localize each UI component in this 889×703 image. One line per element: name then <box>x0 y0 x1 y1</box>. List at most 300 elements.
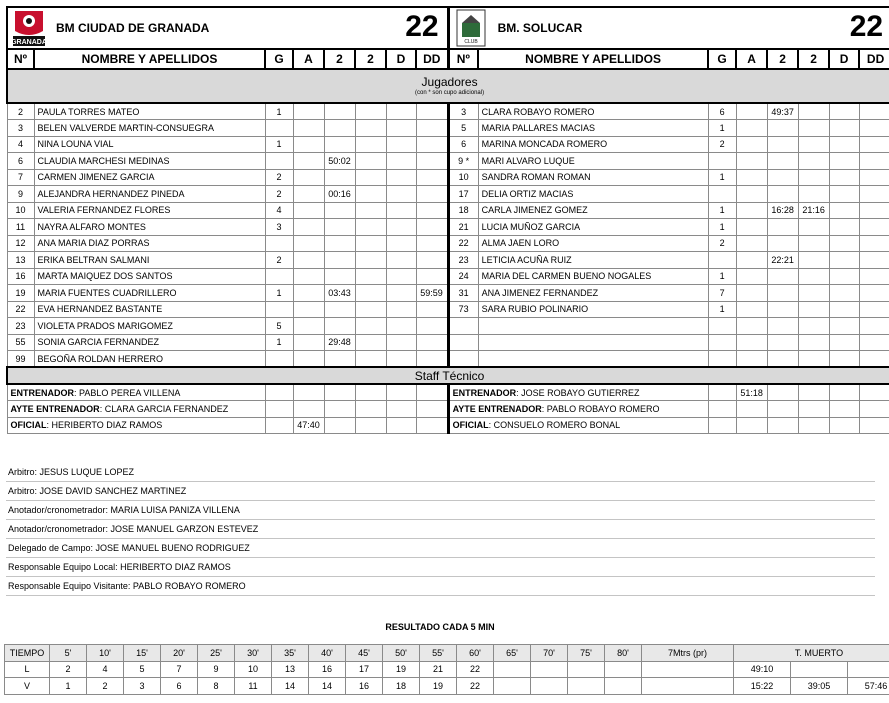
results-header-cell: 15' <box>124 645 161 662</box>
results-cell <box>568 661 605 678</box>
results-cell: 16 <box>346 678 383 695</box>
local-player-disq-report <box>416 219 448 236</box>
local-player-disq-report <box>416 120 448 137</box>
local-player-number: 16 <box>7 268 34 285</box>
visitor-player-number: 18 <box>448 202 478 219</box>
visitor-staff-value <box>708 384 736 401</box>
col-2min-b-visitor: 2 <box>798 49 829 69</box>
local-staff-cell <box>7 384 265 401</box>
visitor-player-goals <box>708 252 736 269</box>
visitor-player-name: SARA RUBIO POLINARIO <box>478 301 708 318</box>
visitor-staff-name: JOSE ROBAYO GUTIERREZ <box>521 387 640 398</box>
player-row <box>7 219 889 236</box>
col-num-visitor: Nº <box>448 49 478 69</box>
visitor-player-suspension-2 <box>798 153 829 170</box>
results-cell <box>642 661 734 678</box>
visitor-player-disq-report <box>859 235 889 252</box>
local-player-goals <box>265 351 293 368</box>
visitor-player-number: 6 <box>448 136 478 153</box>
col-disq-visitor: D <box>829 49 859 69</box>
players-section-title: Jugadores <box>421 75 478 89</box>
score-sheet <box>6 6 889 434</box>
results-cell <box>494 678 531 695</box>
local-player-suspension-2 <box>355 268 386 285</box>
local-staff-value <box>355 384 386 401</box>
local-staff-value <box>416 401 448 418</box>
col-disq-report-local: DD <box>416 49 448 69</box>
visitor-player-name: MARI ALVARO LUQUE <box>478 153 708 170</box>
visitor-staff-value <box>829 384 859 401</box>
results-cell <box>531 678 568 695</box>
visitor-player-disqualification <box>829 202 859 219</box>
local-player-name: VALERIA FERNANDEZ FLORES <box>34 202 265 219</box>
local-player-disqualification <box>386 219 416 236</box>
local-player-number: 11 <box>7 219 34 236</box>
visitor-player-name: ANA JIMENEZ FERNANDEZ <box>478 285 708 302</box>
results-header-row <box>5 645 889 662</box>
local-player-number: 55 <box>7 334 34 351</box>
local-player-name: NAYRA ALFARO MONTES <box>34 219 265 236</box>
visitor-player-disq-report <box>859 351 889 368</box>
local-player-warning <box>293 334 324 351</box>
results-cell: 10 <box>235 661 272 678</box>
visitor-player-name: MARIA DEL CARMEN BUENO NOGALES <box>478 268 708 285</box>
local-player-suspension-1 <box>324 301 355 318</box>
local-player-disq-report <box>416 301 448 318</box>
local-player-disqualification <box>386 169 416 186</box>
local-player-disqualification <box>386 318 416 335</box>
local-staff-value <box>265 401 293 418</box>
visitor-staff-value <box>736 401 767 418</box>
visitor-player-name: CLARA ROBAYO ROMERO <box>478 103 708 120</box>
results-header-cell: T. MUERTO <box>734 645 889 662</box>
local-player-warning <box>293 186 324 203</box>
results-row <box>5 678 889 695</box>
team-header-row <box>7 7 889 49</box>
visitor-logo-text: CLUB <box>463 39 478 45</box>
visitor-player-name: CARLA JIMENEZ GOMEZ <box>478 202 708 219</box>
visitor-staff-name: PABLO ROBAYO ROMERO <box>546 403 660 414</box>
visitor-player-warning <box>736 301 767 318</box>
local-player-goals <box>265 268 293 285</box>
local-player-warning <box>293 301 324 318</box>
visitor-player-disqualification <box>829 153 859 170</box>
local-player-name: CARMEN JIMENEZ GARCIA <box>34 169 265 186</box>
results-header-cell: 25' <box>198 645 235 662</box>
results-cell: 14 <box>309 678 346 695</box>
local-player-goals: 2 <box>265 186 293 203</box>
official-line: Responsable Equipo Local: HERIBERTO DIAZ RAMOS <box>6 558 875 577</box>
local-player-disq-report <box>416 351 448 368</box>
local-player-disqualification <box>386 301 416 318</box>
local-team-logo <box>8 8 50 48</box>
col-warning-visitor: A <box>736 49 767 69</box>
visitor-player-warning <box>736 252 767 269</box>
results-cell: 4 <box>87 661 124 678</box>
local-player-disqualification <box>386 268 416 285</box>
results-header-cell: 80' <box>605 645 642 662</box>
visitor-player-goals: 1 <box>708 202 736 219</box>
official-line: Delegado de Campo: JOSE MANUEL BUENO RODRIGUEZ <box>6 539 875 558</box>
local-player-warning <box>293 235 324 252</box>
results-table <box>4 644 889 695</box>
visitor-player-number: 22 <box>448 235 478 252</box>
local-player-suspension-2 <box>355 334 386 351</box>
staff-separator: : <box>541 403 547 414</box>
local-player-disqualification <box>386 186 416 203</box>
visitor-staff-value <box>736 417 767 434</box>
local-player-disqualification <box>386 235 416 252</box>
player-row <box>7 334 889 351</box>
results-header-cell: 70' <box>531 645 568 662</box>
visitor-player-disq-report <box>859 318 889 335</box>
visitor-player-disqualification <box>829 235 859 252</box>
local-player-suspension-1 <box>324 103 355 120</box>
visitor-player-disq-report <box>859 268 889 285</box>
visitor-team-header <box>448 7 889 49</box>
visitor-player-goals: 6 <box>708 103 736 120</box>
local-staff-name: CLARA GARCIA FERNANDEZ <box>104 403 229 414</box>
visitor-player-number: 21 <box>448 219 478 236</box>
col-name-local: NOMBRE Y APELLIDOS <box>34 49 265 69</box>
results-header-cell: 30' <box>235 645 272 662</box>
local-player-suspension-2 <box>355 252 386 269</box>
visitor-player-name: MARIA PALLARES MACIAS <box>478 120 708 137</box>
local-player-suspension-1: 50:02 <box>324 153 355 170</box>
local-player-suspension-1 <box>324 351 355 368</box>
player-row <box>7 252 889 269</box>
staff-separator: : <box>74 387 80 398</box>
visitor-player-disqualification <box>829 219 859 236</box>
visitor-player-disqualification <box>829 169 859 186</box>
results-cell: L <box>5 661 50 678</box>
visitor-player-number <box>448 318 478 335</box>
local-player-disq-report <box>416 318 448 335</box>
visitor-player-suspension-1 <box>767 169 798 186</box>
local-player-suspension-1 <box>324 136 355 153</box>
visitor-player-name <box>478 318 708 335</box>
local-player-name: EVA HERNANDEZ BASTANTE <box>34 301 265 318</box>
local-team-header <box>7 7 448 49</box>
local-staff-value <box>386 384 416 401</box>
local-player-name: MARTA MAIQUEZ DOS SANTOS <box>34 268 265 285</box>
visitor-player-warning <box>736 334 767 351</box>
player-row <box>7 318 889 335</box>
local-player-suspension-1 <box>324 235 355 252</box>
results-cell: 9 <box>198 661 235 678</box>
results-cell: 21 <box>420 661 457 678</box>
visitor-player-suspension-1 <box>767 186 798 203</box>
local-staff-name: HERIBERTO DIAZ RAMOS <box>51 420 163 431</box>
local-player-suspension-1 <box>324 252 355 269</box>
local-player-name: BEGOÑA ROLDAN HERRERO <box>34 351 265 368</box>
visitor-player-disqualification <box>829 268 859 285</box>
visitor-player-goals: 1 <box>708 169 736 186</box>
local-staff-role: AYTE ENTRENADOR <box>10 403 100 414</box>
visitor-player-suspension-1 <box>767 136 798 153</box>
results-cell <box>605 661 642 678</box>
visitor-player-number: 3 <box>448 103 478 120</box>
visitor-player-warning <box>736 186 767 203</box>
local-staff-value <box>355 401 386 418</box>
results-cell: 2 <box>50 661 87 678</box>
local-player-number: 12 <box>7 235 34 252</box>
visitor-player-disq-report <box>859 301 889 318</box>
official-line: Arbitro: JESUS LUQUE LOPEZ <box>6 463 875 482</box>
visitor-player-suspension-2 <box>798 219 829 236</box>
local-player-warning <box>293 169 324 186</box>
local-player-number: 6 <box>7 153 34 170</box>
local-player-number: 2 <box>7 103 34 120</box>
visitor-player-suspension-2: 21:16 <box>798 202 829 219</box>
visitor-player-suspension-2 <box>798 169 829 186</box>
visitor-player-name <box>478 334 708 351</box>
player-row <box>7 103 889 120</box>
results-header-cell: 35' <box>272 645 309 662</box>
local-player-suspension-2 <box>355 202 386 219</box>
visitor-player-goals <box>708 318 736 335</box>
visitor-team-logo <box>450 8 492 48</box>
local-player-name: MARIA FUENTES CUADRILLERO <box>34 285 265 302</box>
local-logo-text: GRANADA <box>11 39 47 46</box>
results-cell: 57:46 <box>848 678 889 695</box>
visitor-player-number <box>448 334 478 351</box>
results-cell: 2 <box>87 678 124 695</box>
local-player-warning <box>293 202 324 219</box>
results-cell: 19 <box>420 678 457 695</box>
local-player-goals <box>265 301 293 318</box>
results-title: RESULTADO CADA 5 MIN <box>385 622 495 632</box>
local-player-disqualification <box>386 153 416 170</box>
local-staff-value <box>265 384 293 401</box>
visitor-player-warning <box>736 351 767 368</box>
local-player-goals: 1 <box>265 334 293 351</box>
visitor-player-number: 10 <box>448 169 478 186</box>
visitor-player-warning <box>736 120 767 137</box>
local-player-warning <box>293 285 324 302</box>
visitor-player-disq-report <box>859 136 889 153</box>
staff-row <box>7 417 889 434</box>
results-cell: 8 <box>198 678 235 695</box>
local-staff-value <box>293 401 324 418</box>
visitor-staff-value <box>767 417 798 434</box>
local-player-goals: 1 <box>265 103 293 120</box>
visitor-player-warning <box>736 318 767 335</box>
visitor-player-suspension-1 <box>767 351 798 368</box>
local-player-number: 99 <box>7 351 34 368</box>
results-cell <box>531 661 568 678</box>
official-line: Arbitro: JOSE DAVID SANCHEZ MARTINEZ <box>6 482 875 501</box>
results-cell <box>848 661 889 678</box>
local-player-goals: 3 <box>265 219 293 236</box>
visitor-player-name: MARINA MONCADA ROMERO <box>478 136 708 153</box>
player-row <box>7 235 889 252</box>
local-player-number: 22 <box>7 301 34 318</box>
local-player-disqualification <box>386 252 416 269</box>
visitor-player-suspension-1 <box>767 285 798 302</box>
visitor-player-number: 5 <box>448 120 478 137</box>
local-staff-role: OFICIAL <box>10 420 47 431</box>
player-row <box>7 186 889 203</box>
local-player-number: 10 <box>7 202 34 219</box>
staff-section-header <box>7 367 889 384</box>
staff-separator: : <box>516 387 522 398</box>
local-player-number: 9 <box>7 186 34 203</box>
results-header-cell: 40' <box>309 645 346 662</box>
visitor-staff-cell <box>448 417 708 434</box>
visitor-player-disq-report <box>859 219 889 236</box>
visitor-player-name <box>478 351 708 368</box>
local-player-goals <box>265 235 293 252</box>
local-player-name: NINA LOUNA VIAL <box>34 136 265 153</box>
staff-row <box>7 401 889 418</box>
staff-section-title: Staff Técnico <box>414 368 485 383</box>
local-player-name: BELEN VALVERDE MARTIN-CONSUEGRA <box>34 120 265 137</box>
visitor-player-name: LETICIA ACUÑA RUIZ <box>478 252 708 269</box>
visitor-player-suspension-2 <box>798 186 829 203</box>
local-player-number: 4 <box>7 136 34 153</box>
visitor-staff-cell <box>448 384 708 401</box>
local-player-suspension-1: 03:43 <box>324 285 355 302</box>
local-player-suspension-2 <box>355 120 386 137</box>
local-player-suspension-2 <box>355 186 386 203</box>
visitor-player-goals: 1 <box>708 268 736 285</box>
visitor-player-number: 23 <box>448 252 478 269</box>
visitor-player-goals <box>708 186 736 203</box>
official-line: Responsable Equipo Visitante: PABLO ROBAYO ROMERO <box>6 577 875 596</box>
local-player-disqualification <box>386 103 416 120</box>
local-player-disq-report <box>416 235 448 252</box>
col-2min-a-local: 2 <box>324 49 355 69</box>
results-header-cell: 7Mtrs (pr) <box>642 645 734 662</box>
local-staff-cell <box>7 417 265 434</box>
col-goals-local: G <box>265 49 293 69</box>
visitor-player-suspension-2 <box>798 351 829 368</box>
col-goals-visitor: G <box>708 49 736 69</box>
results-header-cell: 60' <box>457 645 494 662</box>
local-player-disq-report <box>416 103 448 120</box>
visitor-player-suspension-1 <box>767 334 798 351</box>
local-player-suspension-2 <box>355 318 386 335</box>
local-player-suspension-2 <box>355 219 386 236</box>
visitor-player-suspension-2 <box>798 318 829 335</box>
player-row <box>7 268 889 285</box>
visitor-player-goals: 2 <box>708 136 736 153</box>
local-player-suspension-1 <box>324 318 355 335</box>
results-cell: 39:05 <box>791 678 848 695</box>
local-staff-value <box>355 417 386 434</box>
visitor-player-warning <box>736 103 767 120</box>
visitor-player-goals: 7 <box>708 285 736 302</box>
results-cell: 6 <box>161 678 198 695</box>
staff-row <box>7 384 889 401</box>
local-player-warning <box>293 219 324 236</box>
visitor-player-suspension-1 <box>767 153 798 170</box>
results-cell: 15:22 <box>734 678 791 695</box>
visitor-player-suspension-1 <box>767 235 798 252</box>
visitor-staff-value <box>767 384 798 401</box>
local-staff-value <box>265 417 293 434</box>
results-header-cell: 75' <box>568 645 605 662</box>
local-player-suspension-2 <box>355 285 386 302</box>
local-player-name: ERIKA BELTRAN SALMANI <box>34 252 265 269</box>
staff-separator: : <box>46 420 52 431</box>
visitor-player-disqualification <box>829 301 859 318</box>
local-staff-name: PABLO PEREA VILLENA <box>79 387 181 398</box>
visitor-player-number: 17 <box>448 186 478 203</box>
visitor-player-disq-report <box>859 169 889 186</box>
local-player-suspension-2 <box>355 153 386 170</box>
visitor-staff-value <box>859 401 889 418</box>
visitor-player-number: 31 <box>448 285 478 302</box>
results-cell: 14 <box>272 678 309 695</box>
local-player-number: 23 <box>7 318 34 335</box>
visitor-player-disqualification <box>829 334 859 351</box>
local-player-number: 13 <box>7 252 34 269</box>
results-cell: 17 <box>346 661 383 678</box>
visitor-staff-value <box>859 417 889 434</box>
visitor-staff-value <box>859 384 889 401</box>
visitor-player-goals: 1 <box>708 219 736 236</box>
local-player-disq-report <box>416 186 448 203</box>
local-staff-value <box>386 401 416 418</box>
local-player-goals <box>265 120 293 137</box>
player-row <box>7 169 889 186</box>
local-player-suspension-1: 29:48 <box>324 334 355 351</box>
visitor-player-suspension-1: 22:21 <box>767 252 798 269</box>
results-header-cell: 55' <box>420 645 457 662</box>
visitor-player-name: ALMA JAEN LORO <box>478 235 708 252</box>
visitor-player-suspension-1 <box>767 219 798 236</box>
visitor-player-disqualification <box>829 120 859 137</box>
visitor-player-number: 73 <box>448 301 478 318</box>
visitor-staff-value <box>798 384 829 401</box>
player-row <box>7 351 889 368</box>
player-row <box>7 301 889 318</box>
visitor-player-disqualification <box>829 285 859 302</box>
local-player-goals: 4 <box>265 202 293 219</box>
local-player-disq-report <box>416 334 448 351</box>
local-player-disqualification <box>386 136 416 153</box>
visitor-player-disqualification <box>829 252 859 269</box>
visitor-player-name: SANDRA ROMAN ROMAN <box>478 169 708 186</box>
local-player-disq-report <box>416 252 448 269</box>
visitor-player-disq-report <box>859 153 889 170</box>
col-disq-local: D <box>386 49 416 69</box>
visitor-staff-role: ENTRENADOR <box>452 387 517 398</box>
local-player-disq-report <box>416 136 448 153</box>
visitor-player-warning <box>736 169 767 186</box>
local-player-disqualification <box>386 120 416 137</box>
local-player-number: 7 <box>7 169 34 186</box>
local-player-suspension-2 <box>355 136 386 153</box>
official-line: Anotador/cronometrador: JOSE MANUEL GARZON ESTEVEZ <box>6 520 875 539</box>
local-staff-value <box>324 401 355 418</box>
visitor-player-disqualification <box>829 186 859 203</box>
visitor-player-suspension-1 <box>767 301 798 318</box>
results-cell: 16 <box>309 661 346 678</box>
results-header-cell: TIEMPO <box>5 645 50 662</box>
local-player-number: 3 <box>7 120 34 137</box>
visitor-player-number: 24 <box>448 268 478 285</box>
visitor-staff-name: CONSUELO ROMERO BONAL <box>493 420 621 431</box>
local-staff-value: 47:40 <box>293 417 324 434</box>
local-player-suspension-1 <box>324 268 355 285</box>
local-player-goals: 1 <box>265 136 293 153</box>
col-num-local: Nº <box>7 49 34 69</box>
results-cell: 22 <box>457 678 494 695</box>
visitor-team-name: BM. SOLUCAR <box>497 21 583 35</box>
